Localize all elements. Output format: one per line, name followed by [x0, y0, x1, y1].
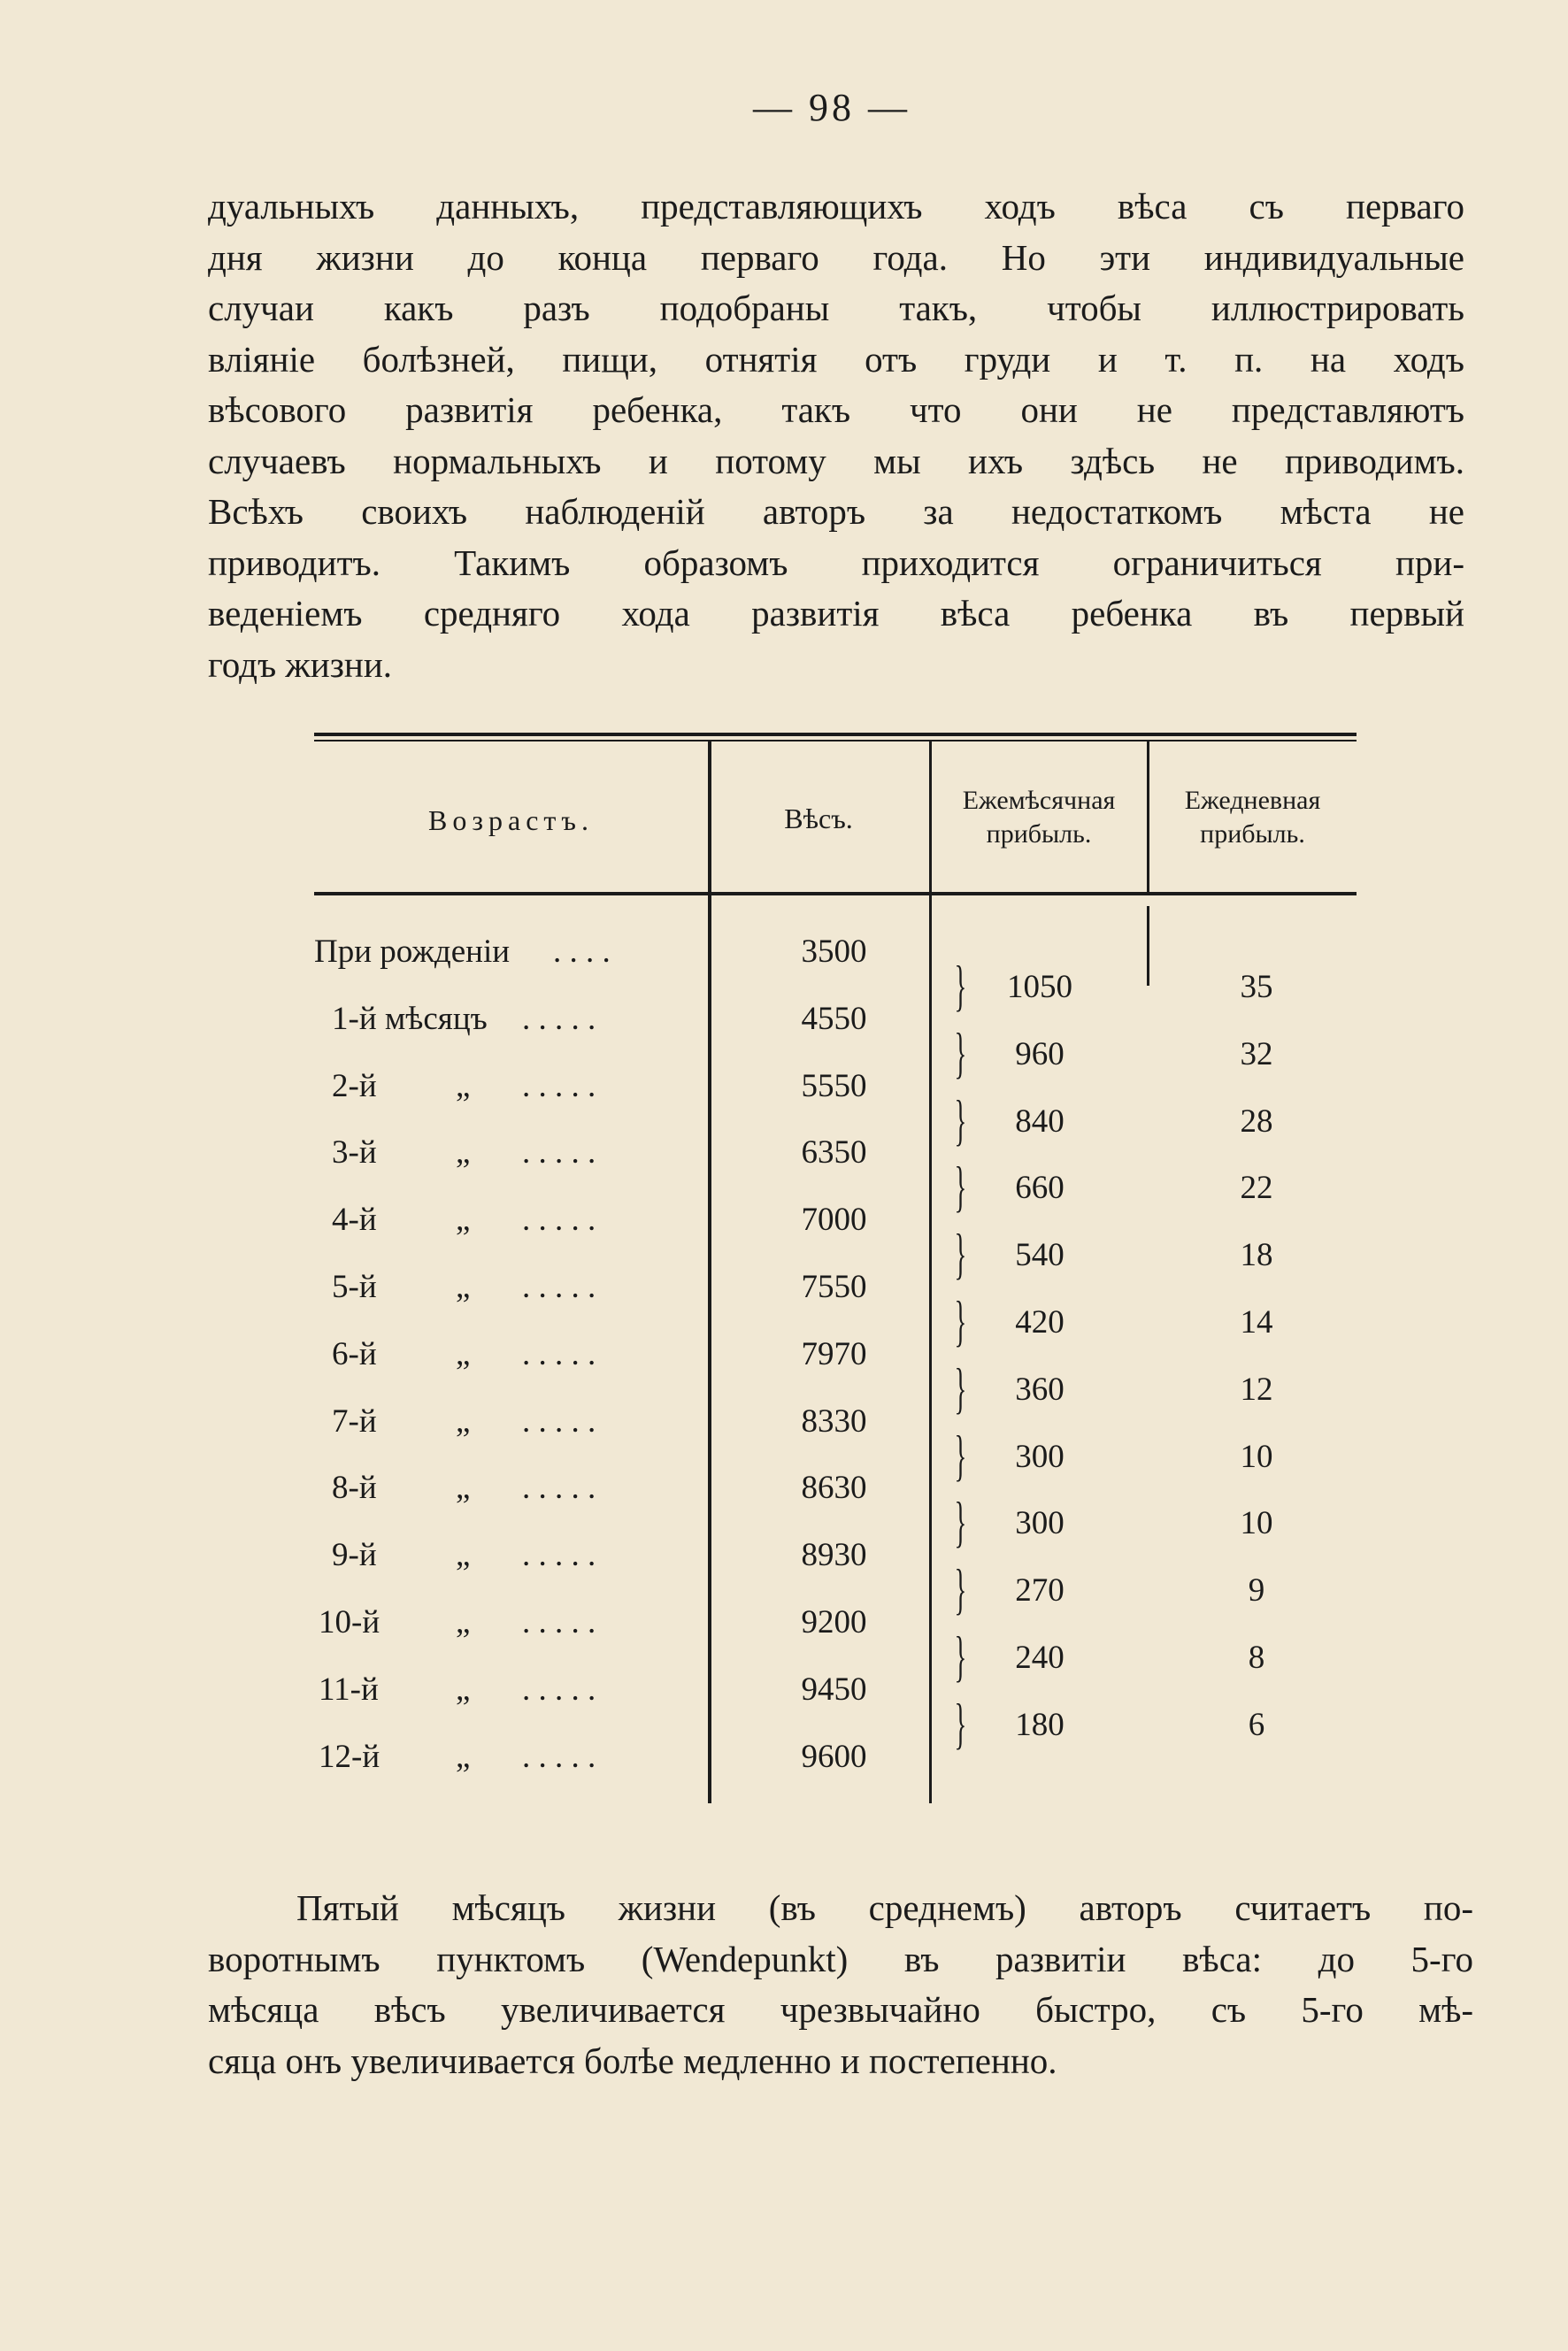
- weight-value: 8630: [801, 1470, 867, 1507]
- leader-dots: . . . . .: [522, 1537, 596, 1574]
- ditto-mark: „: [456, 1470, 471, 1507]
- leader-dots: . . . . .: [522, 1335, 596, 1372]
- text-line: вѣсового развитія ребенка, такъ что они не представляютъ: [208, 389, 1464, 430]
- monthly-gain-value: 840: [1015, 1103, 1065, 1140]
- leader-dots: . . . . .: [522, 1604, 596, 1640]
- monthly-gain-value: 300: [1015, 1505, 1065, 1542]
- header-monthly-gain: [931, 784, 1147, 851]
- age-label: 1-й мѣсяцъ: [332, 1000, 488, 1037]
- text-line: воротнымъ пунктомъ (Wendepunkt) въ развитіи вѣса: до 5-го: [208, 1938, 1473, 1979]
- age-label: 10-й: [319, 1604, 380, 1640]
- ditto-mark: „: [456, 1335, 471, 1372]
- age-label: 5-й: [332, 1269, 377, 1305]
- page-number: — 98 —: [753, 86, 911, 129]
- text-line: вліяніе болѣзней, пищи, отнятія отъ груди и т. п. на ходъ: [208, 338, 1464, 380]
- daily-gain-value: 22: [1240, 1170, 1273, 1207]
- text-line: дуальныхъ данныхъ, представляющихъ ходъ вѣса съ перваго: [208, 186, 1464, 227]
- header-age: Возрастъ.: [428, 804, 594, 836]
- monthly-gain-value: 240: [1015, 1639, 1065, 1676]
- ditto-mark: „: [456, 1134, 471, 1172]
- column-divider: [708, 741, 711, 1803]
- daily-gain-value: 6: [1248, 1706, 1265, 1743]
- table-top-rule-thin: [314, 740, 1357, 741]
- weight-value: 9450: [801, 1671, 867, 1708]
- brace-mark: }: [954, 1490, 967, 1554]
- leader-dots: . . . . .: [522, 1067, 596, 1104]
- brace-mark: }: [954, 1624, 967, 1687]
- monthly-gain-value: 540: [1015, 1237, 1065, 1274]
- monthly-gain-value: 180: [1015, 1706, 1065, 1743]
- daily-gain-value: 28: [1240, 1103, 1273, 1140]
- header-daily-gain-line1: Ежедневная: [1184, 786, 1321, 815]
- leader-dots: . . . . .: [522, 1000, 596, 1037]
- text-line: веденіемъ средняго хода развитія вѣса ребенка въ первый: [208, 593, 1464, 634]
- age-label: 11-й: [319, 1671, 379, 1708]
- age-label: 2-й: [332, 1067, 377, 1104]
- text-line: годъ жизни.: [208, 643, 393, 685]
- header-monthly-gain-line2: прибыль.: [986, 819, 1092, 849]
- weight-value: 7550: [801, 1269, 867, 1305]
- age-label: 7-й: [332, 1402, 377, 1440]
- daily-gain-value: 10: [1240, 1438, 1273, 1475]
- table-header-rule: [314, 892, 1357, 895]
- leader-dots: . . . . .: [522, 1470, 596, 1507]
- weight-value: 6350: [801, 1134, 867, 1172]
- brace-mark: }: [954, 1222, 967, 1286]
- brace-mark: }: [954, 1288, 967, 1352]
- intro-paragraph: [208, 181, 1464, 690]
- daily-gain-value: 10: [1240, 1505, 1273, 1542]
- age-label: 8-й: [332, 1470, 377, 1507]
- leader-dots: . . . . .: [522, 1671, 596, 1708]
- weight-value: 8330: [801, 1402, 867, 1440]
- text-line: дня жизни до конца перваго года. Но эти индивидуальные: [208, 236, 1464, 278]
- brace-mark: }: [954, 953, 967, 1017]
- brace-mark: }: [954, 1356, 967, 1419]
- monthly-gain-value: 1050: [1007, 968, 1072, 1005]
- ditto-mark: „: [456, 1671, 471, 1708]
- leader-dots: . . . . .: [522, 1269, 596, 1305]
- header-monthly-gain-line1: Ежемѣсячная: [962, 786, 1116, 815]
- age-label: 6-й: [332, 1335, 377, 1372]
- weight-value: 5550: [801, 1067, 867, 1104]
- column-divider: [929, 741, 932, 1803]
- table-top-rule: [314, 733, 1357, 736]
- age-label: 9-й: [332, 1537, 377, 1574]
- ditto-mark: „: [456, 1402, 471, 1440]
- weight-value: 9600: [801, 1738, 867, 1775]
- header-daily-gain-line2: прибыль.: [1200, 819, 1305, 849]
- ditto-mark: „: [456, 1537, 471, 1574]
- age-label: 4-й: [332, 1202, 377, 1239]
- outro-paragraph: [208, 1883, 1473, 2086]
- weight-value: 8930: [801, 1537, 867, 1574]
- column-divider: [1147, 906, 1149, 986]
- brace-mark: }: [954, 1155, 967, 1218]
- ditto-mark: „: [456, 1604, 471, 1640]
- leader-dots: . . . . .: [522, 1202, 596, 1239]
- weight-value: 3500: [801, 933, 867, 970]
- age-label: 12-й: [319, 1738, 380, 1775]
- ditto-mark: „: [456, 1269, 471, 1305]
- daily-gain-value: 35: [1240, 968, 1273, 1005]
- text-line: случаевъ нормальныхъ и потому мы ихъ здѣсь не приводимъ.: [208, 440, 1464, 481]
- weight-value: 7970: [801, 1335, 867, 1372]
- weight-table: [314, 733, 1357, 1812]
- text-line: сяца онъ увеличивается болѣе медленно и постепенно.: [208, 2040, 1057, 2081]
- daily-gain-value: 14: [1240, 1303, 1273, 1341]
- ditto-mark: „: [456, 1738, 471, 1775]
- daily-gain-value: 9: [1248, 1572, 1265, 1610]
- daily-gain-value: 8: [1248, 1639, 1265, 1676]
- header-weight: Вѣсъ.: [784, 803, 853, 834]
- text-line: случаи какъ разъ подобраны такъ, чтобы иллюстрировать: [208, 288, 1464, 328]
- text-line: мѣсяца вѣсъ увеличивается чрезвычайно быстро, съ 5-го мѣ-: [208, 1989, 1473, 2030]
- monthly-gain-value: 660: [1015, 1170, 1065, 1207]
- age-label: При рожденіи: [314, 933, 511, 970]
- brace-mark: }: [954, 1557, 967, 1621]
- monthly-gain-value: 360: [1015, 1371, 1065, 1408]
- daily-gain-value: 18: [1240, 1237, 1273, 1274]
- daily-gain-value: 12: [1240, 1371, 1273, 1408]
- leader-dots: . . . . .: [522, 1738, 596, 1775]
- brace-mark: }: [954, 1423, 967, 1487]
- leader-dots: . . . . .: [522, 1134, 596, 1172]
- brace-mark: }: [954, 1087, 967, 1151]
- text-line: приводитъ. Такимъ образомъ приходится ограничиться при-: [208, 542, 1464, 583]
- ditto-mark: „: [456, 1202, 471, 1239]
- weight-value: 4550: [801, 1000, 867, 1037]
- daily-gain-value: 32: [1240, 1035, 1273, 1072]
- weight-value: 7000: [801, 1202, 867, 1239]
- header-daily-gain: [1149, 784, 1357, 851]
- brace-mark: }: [954, 1020, 967, 1084]
- leader-dots: . . . . .: [522, 1402, 596, 1440]
- monthly-gain-value: 420: [1015, 1303, 1065, 1341]
- text-line: Пятый мѣсяцъ жизни (въ среднемъ) авторъ считаетъ по-: [296, 1887, 1473, 1928]
- weight-value: 9200: [801, 1604, 867, 1640]
- monthly-gain-value: 300: [1015, 1438, 1065, 1475]
- monthly-gain-value: 270: [1015, 1572, 1065, 1610]
- ditto-mark: „: [456, 1067, 471, 1104]
- monthly-gain-value: 960: [1015, 1035, 1065, 1072]
- age-label: 3-й: [332, 1134, 377, 1172]
- text-line: Всѣхъ своихъ наблюденій авторъ за недостаткомъ мѣста не: [208, 491, 1464, 532]
- leader-dots: . . . .: [553, 933, 611, 970]
- brace-mark: }: [954, 1691, 967, 1755]
